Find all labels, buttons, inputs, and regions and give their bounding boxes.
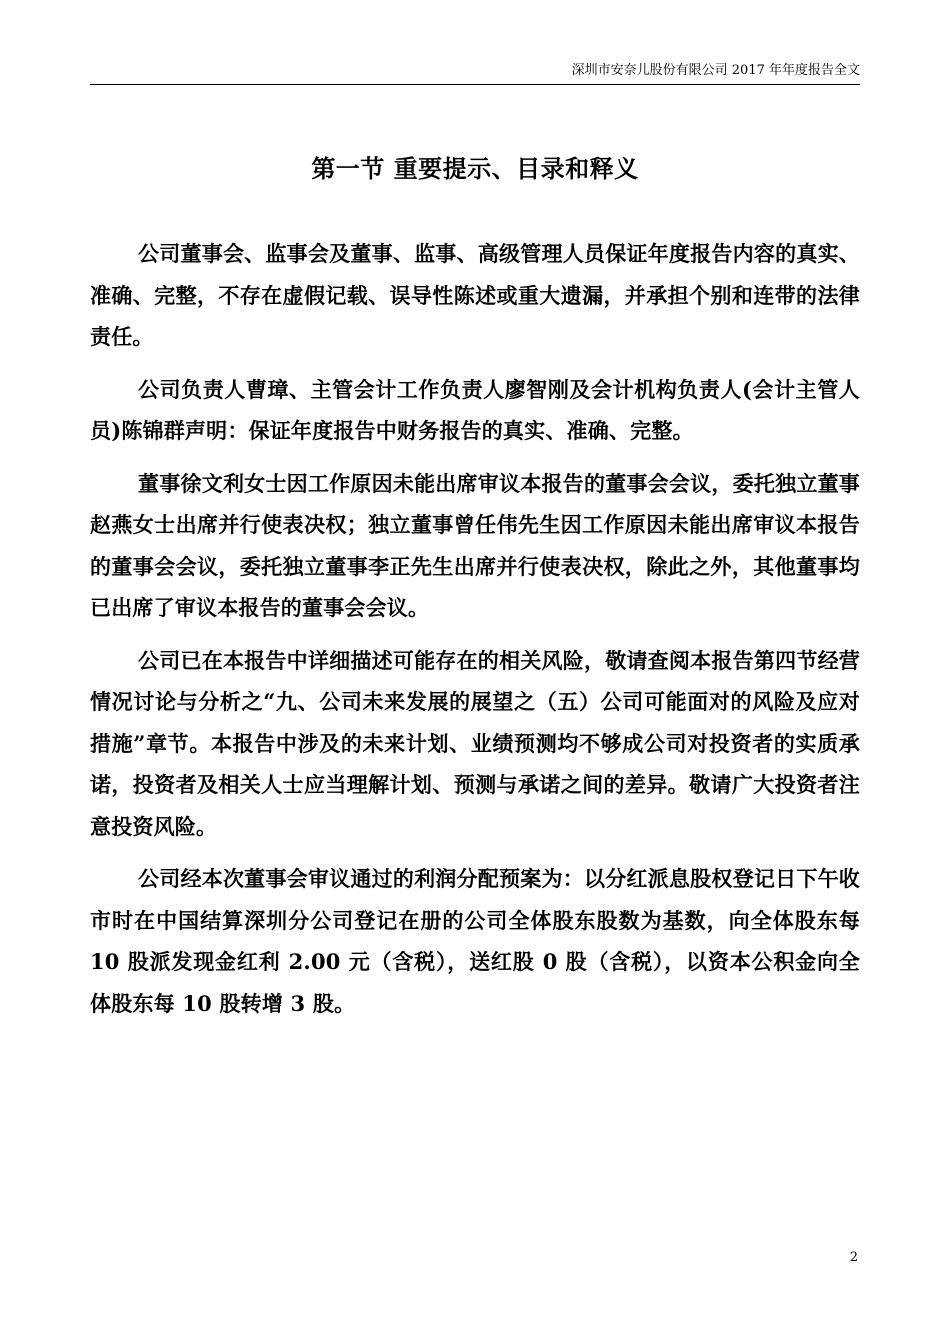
section-title: 第一节 重要提示、目录和释义	[311, 154, 639, 183]
paragraph-board-guarantee: 公司董事会、监事会及董事、监事、高级管理人员保证年度报告内容的真实、准确、完整，不存在虚假记载、误导性陈述或重大遗漏，并承担个别和连带的法律责任。	[90, 241, 860, 349]
page-number: 2	[849, 1250, 858, 1265]
paragraph-officers-statement: 公司负责人曹璋、主管会计工作负责人廖智刚及会计机构负责人(会计主管人员)陈锦群声明：保证年度报告中财务报告的真实、准确、完整。	[90, 376, 860, 443]
paragraph-risk-notice: 公司已在本报告中详细描述可能存在的相关风险，敬请查阅本报告第四节经营情况讨论与分析之“九、公司未来发展的展望之（五）公司可能面对的风险及应对措施”章节。本报告中涉及的未来计划、业绩预测均不够成公司对投资者的实质承诺，投资者及相关人士应当理解计划、预测与承诺之间的差异。敬请广大投资者注意投资风险。	[90, 647, 860, 839]
running-header: 深圳市安奈儿股份有限公司 2017 年年度报告全文	[571, 63, 860, 78]
paragraph-profit-distribution: 公司经本次董事会审议通过的利润分配预案为：以分红派息股权登记日下午收市时在中国结算深圳分公司登记在册的公司全体股东股数为基数，向全体股东每 10 股派发现金红利 2.00 元（含税），送红股 0 股（含税），以资本公积金向全体股东每 10 股转增 3 股。	[90, 866, 860, 1016]
paragraph-director-attendance: 董事徐文利女士因工作原因未能出席审议本报告的董事会会议，委托独立董事赵燕女士出席并行使表决权；独立董事曾任伟先生因工作原因未能出席审议本报告的董事会会议，委托独立董事李正先生出席并行使表决权，除此之外，其他董事均已出席了审议本报告的董事会会议。	[90, 470, 860, 620]
header-rule	[90, 84, 860, 85]
body-text	[90, 233, 860, 1035]
